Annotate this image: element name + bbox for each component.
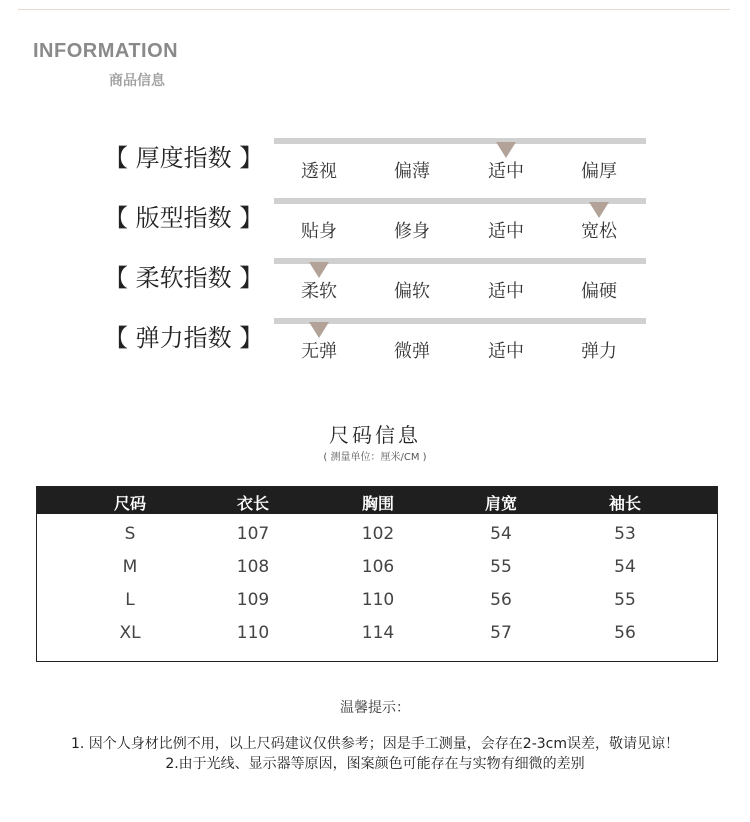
index-track — [274, 138, 646, 144]
index-option: 修身 — [394, 221, 430, 242]
information-subtitle: 商品信息 — [109, 73, 165, 89]
table-row — [37, 584, 717, 617]
size-info-title: 尺码信息 — [329, 423, 421, 447]
index-option: 偏软 — [394, 281, 430, 302]
size-table — [36, 486, 718, 662]
index-option: 微弹 — [394, 341, 430, 362]
index-row-softness — [0, 258, 750, 318]
table-cell: 107 — [236, 524, 270, 544]
column-header: 尺码 — [113, 494, 146, 513]
index-label: 【 弹力指数 】 — [104, 324, 264, 352]
index-option: 宽松 — [581, 221, 617, 242]
column-header: 胸围 — [361, 494, 394, 513]
index-option: 贴身 — [301, 221, 337, 242]
index-option: 适中 — [488, 161, 524, 182]
index-option: 偏硬 — [581, 281, 617, 302]
index-label: 【 版型指数 】 — [104, 204, 264, 232]
table-cell: 53 — [614, 524, 636, 544]
table-cell: 55 — [614, 590, 636, 610]
table-cell: 56 — [614, 623, 636, 643]
tips-title: 温馨提示： — [340, 700, 410, 716]
table-cell: M — [122, 557, 138, 577]
index-option: 透视 — [301, 161, 337, 182]
index-label: 【 厚度指数 】 — [104, 144, 264, 172]
index-option: 适中 — [488, 221, 524, 242]
information-title: INFORMATION — [33, 40, 179, 62]
table-cell: L — [125, 590, 135, 610]
column-header: 肩宽 — [484, 494, 517, 513]
table-cell: 108 — [236, 557, 270, 577]
index-option: 弹力 — [581, 341, 617, 362]
index-marker-icon — [496, 142, 516, 158]
index-marker-icon — [589, 202, 609, 218]
index-track — [274, 318, 646, 324]
index-option: 无弹 — [301, 341, 337, 362]
index-track — [274, 258, 646, 264]
index-row-elasticity — [0, 318, 750, 378]
top-divider — [18, 9, 730, 10]
table-cell: 109 — [236, 590, 270, 610]
table-cell: 54 — [614, 557, 636, 577]
index-row-thickness — [0, 138, 750, 198]
index-marker-icon — [309, 262, 329, 278]
table-cell: 114 — [361, 623, 395, 643]
table-cell: 57 — [490, 623, 512, 643]
table-header — [37, 487, 717, 514]
table-row — [37, 617, 717, 650]
index-option: 适中 — [488, 341, 524, 362]
table-cell: S — [124, 524, 136, 544]
index-option: 偏薄 — [394, 161, 430, 182]
column-header: 袖长 — [608, 494, 641, 513]
table-cell: 106 — [361, 557, 395, 577]
table-cell: XL — [119, 623, 141, 643]
table-cell: 55 — [490, 557, 512, 577]
index-option: 适中 — [488, 281, 524, 302]
tip-line: 1. 因个人身材比例不用，以上尺码建议仅供参考；因是手工测量，会存在2-3cm误差，敬请见谅！ — [70, 736, 679, 752]
index-option: 偏厚 — [581, 161, 617, 182]
table-row — [37, 518, 717, 551]
table-cell: 102 — [361, 524, 395, 544]
table-cell: 110 — [236, 623, 270, 643]
index-option: 柔软 — [301, 281, 337, 302]
measurement-unit-note: ( 测量单位：厘米/CM ) — [323, 452, 427, 463]
index-row-fit — [0, 198, 750, 258]
table-row — [37, 551, 717, 584]
tip-line: 2.由于光线、显示器等原因，图案颜色可能存在与实物有细微的差别 — [165, 756, 585, 772]
table-cell: 110 — [361, 590, 395, 610]
table-cell: 56 — [490, 590, 512, 610]
table-cell: 54 — [490, 524, 512, 544]
index-label: 【 柔软指数 】 — [104, 264, 264, 292]
index-marker-icon — [309, 322, 329, 338]
column-header: 衣长 — [236, 494, 269, 513]
